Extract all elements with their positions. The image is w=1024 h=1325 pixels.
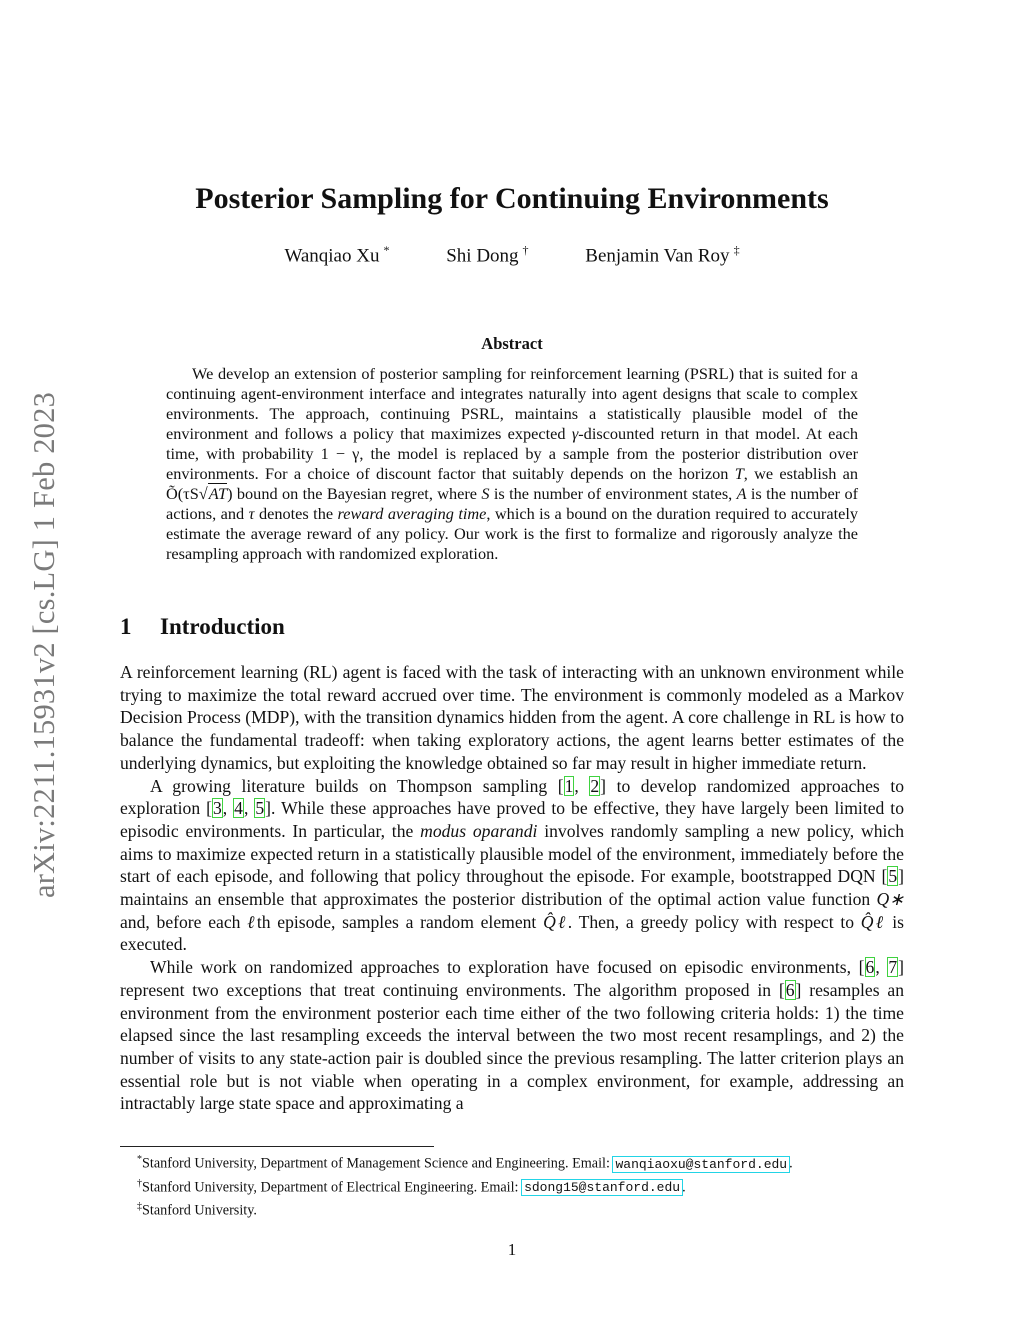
page-number: 1 <box>507 1240 517 1259</box>
email-link[interactable]: wanqiaoxu@stanford.edu <box>615 1156 788 1172</box>
footnote: †Stanford University, Department of Electrical Engineering. Email: sdong15@stanford.edu . <box>137 1177 686 1196</box>
footnote-divider <box>120 1146 434 1147</box>
author <box>585 243 739 267</box>
footnotes <box>137 1150 907 1221</box>
citation-link[interactable]: 4 <box>234 798 243 819</box>
citation-link[interactable]: 6 <box>785 979 795 1000</box>
paragraph: A reinforcement learning (RL) agent is faced with the task of interacting with an unknown environment while trying to maximize the total reward accrued over time. The environment is commonly modeled as a Markov Decision Process (MDP), with the transition dynamics hidden from the agent. A core challenge in RL is how to balance the fundamental tradeoff: when taking exploratory actions, the agent learns better estimates of the underlying dynamics, but exploiting the knowledge obtained so far may result in higher immediate return. <box>120 662 904 773</box>
citation-link[interactable]: 6 <box>865 957 875 978</box>
author-name: Shi Dong <box>446 245 519 267</box>
footnote: ‡Stanford University. <box>137 1201 257 1220</box>
introduction-body <box>120 661 904 1115</box>
citation-link[interactable]: 2 <box>590 775 600 796</box>
citation-link[interactable]: 5 <box>888 866 898 887</box>
footnote: *Stanford University, Department of Management Science and Engineering. Email: wanqiaoxu@stanford.edu . <box>137 1154 793 1172</box>
arxiv-identifier: arXiv:2211.15931v2 [cs.LG] 1 Feb 2023 <box>27 391 61 899</box>
abstract-heading: Abstract <box>481 334 543 353</box>
section-number: 1 <box>120 614 132 639</box>
citation-link[interactable]: 3 <box>212 798 222 819</box>
paper-title: Posterior Sampling for Continuing Environments <box>195 182 829 215</box>
regret-bound: Õ(τS√AT) <box>166 484 233 503</box>
abstract-body: We develop an extension of posterior sampling for reinforcement learning (PSRL) that is suited for a continuing agent-environment interface and integrates naturally into agent designs that scale to complex environments. The approach, continuing PSRL, maintains a statistically plausible model of the environment and follows a policy that maximizes expected γ-discounted return in that model. At each time, with probability 1 − γ, the model is replaced by a sample from the posterior distribution over environments. For a choice of discount factor that suitably depends on the horizon T, we establish an Õ(τS√AT) bound on the Bayesian regret, where S is the number of environment states, A is the number of actions, and τ denotes the reward averaging time, which is a bound on the duration required to accurately estimate the average reward of any policy. Our work is the first to formalize and rigorously analyze the resampling approach with randomized exploration. <box>166 364 859 563</box>
author-name: Wanqiao Xu <box>284 245 380 267</box>
author-list <box>120 243 904 267</box>
author <box>446 243 528 267</box>
author-footnote-mark: * <box>383 243 390 257</box>
author-footnote-mark: † <box>522 243 529 257</box>
citation-link[interactable]: 5 <box>255 798 265 819</box>
paragraph: A growing literature builds on Thompson sampling [1, 2] to develop randomized approaches to exploration [3, 4, 5]. While these approaches have proved to be effective, they have largely been limited to episodic environments. In particular, the modus oparandi involves randomly sampling a new policy, which aims to maximize expected return in a statistically plausible model of the environment, immediately before the start of each episode, and following that policy throughout the episode. For example, bootstrapped DQN [5] maintains an ensemble that approximates the posterior distribution of the optimal action value function Q∗ and, before each ℓth episode, samples a random element Q̂ℓ. Then, a greedy policy with respect to Q̂ℓ is executed. <box>120 775 905 955</box>
author <box>284 243 389 267</box>
author-footnote-mark: ‡ <box>733 243 740 257</box>
author-name: Benjamin Van Roy <box>585 245 730 267</box>
citation-link[interactable]: 1 <box>564 775 574 796</box>
section-heading-introduction <box>120 614 285 640</box>
section-title: Introduction <box>160 614 285 639</box>
paragraph: While work on randomized approaches to exploration have focused on episodic environments, [6, 7] represent two exceptions that treat continuing environments. The algorithm proposed in [6] resamples an environment from the environment posterior each time either of the two following criteria holds: 1) the time elapsed since the last resampling exceeds the interval between the two most recent resamplings, and 2) the number of visits to any state-action pair is doubled since the previous resampling. The latter criterion plays an essential role but is not viable when operating in a complex environment, for example, addressing an intractably large state space and approximating a <box>120 957 905 1114</box>
email-link[interactable]: sdong15@stanford.edu <box>524 1180 681 1196</box>
citation-link[interactable]: 7 <box>888 957 898 978</box>
